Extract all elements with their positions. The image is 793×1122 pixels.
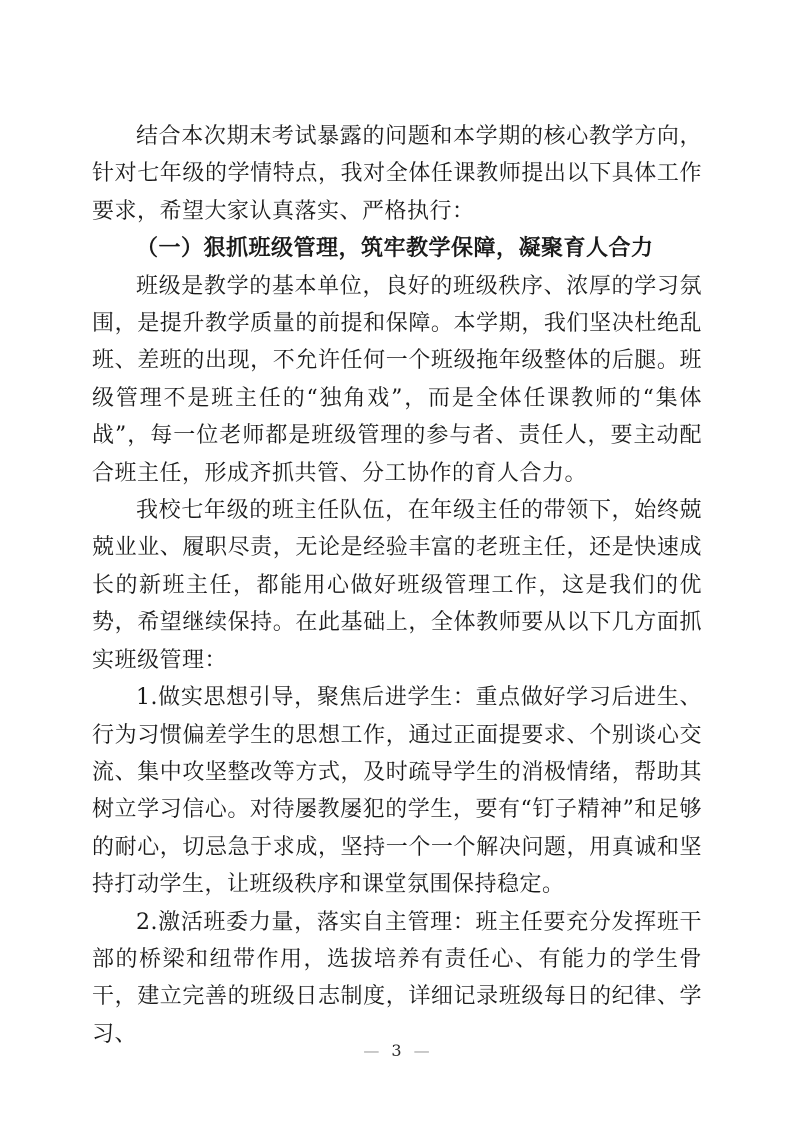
page-number: 3: [391, 1041, 402, 1060]
numbered-point-2: 2.激活班委力量，落实自主管理：班主任要充分发挥班干部的桥梁和纽带作用，选拔培养有责任心、有能力的学生骨干，建立完善的班级日志制度，详细记录班级每日的纪律、学习、: [92, 909, 702, 1047]
numbered-point-1: 1.做实思想引导，聚焦后进学生：重点做好学习后进生、行为习惯偏差学生的思想工作，通过正面提要求、个别谈心交流、集中攻坚整改等方式，及时疏导学生的消极情绪，帮助其树立学习信心。对待屡教屡犯的学生，要有“钉子精神”和足够的耐心，切忌急于求成，坚持一个一个解决问题，用真诚和坚持打动学生，让班级秩序和课堂氛围保持稳定。: [92, 685, 702, 898]
footer-dash-left: —: [363, 1041, 380, 1060]
body-paragraph-class-management: 班级是教学的基本单位，良好的班级秩序、浓厚的学习氛围，是提升教学质量的前提和保障。本学期，我们坚决杜绝乱班、差班的出现，不允许任何一个班级拖年级整体的后腿。班级管理不是班主任的“独角戏”，而是全体任课教师的“集体战”，每一位老师都是班级管理的参与者、责任人，要主动配合班主任，形成齐抓共管、分工协作的育人合力。: [92, 273, 702, 486]
page-footer: [0, 1040, 793, 1062]
intro-paragraph: 结合本次期末考试暴露的问题和本学期的核心教学方向，针对七年级的学情特点，我对全体任课教师提出以下具体工作要求，希望大家认真落实、严格执行：: [92, 124, 702, 224]
footer-dash-right: —: [413, 1041, 430, 1060]
body-paragraph-head-teachers: 我校七年级的班主任队伍，在年级主任的带领下，始终兢兢业业、履职尽责，无论是经验丰富的老班主任，还是快速成长的新班主任，都能用心做好班级管理工作，这是我们的优势，希望继续保持。在此基础上，全体教师要从以下几方面抓实班级管理：: [92, 498, 702, 673]
document-body: [92, 118, 702, 1053]
section-heading: （一）狠抓班级管理，筑牢教学保障，凝聚育人合力: [136, 235, 654, 262]
